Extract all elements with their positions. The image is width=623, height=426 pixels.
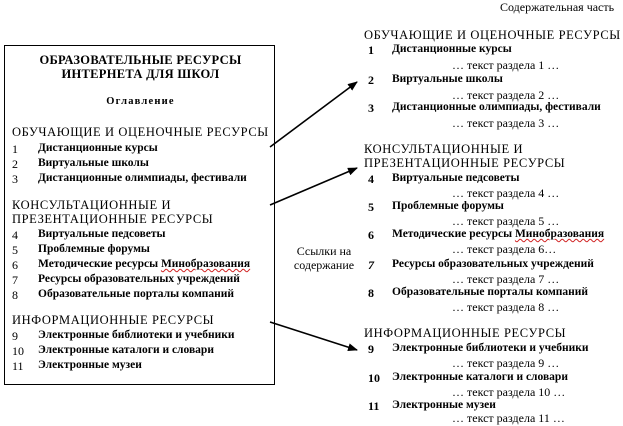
toc-title-line2: ИНТЕРНЕТА ДЛЯ ШКОЛ [61, 67, 220, 81]
content-part-label: Содержательная часть [500, 0, 615, 14]
content-item-text: … текст раздела 10 … [452, 385, 566, 399]
content-item-num: 5 [368, 200, 374, 214]
toc-title-line1: ОБРАЗОВАТЕЛЬНЫЕ РЕСУРСЫ [39, 53, 242, 67]
content-item-num: 10 [368, 371, 380, 385]
toc-item-num: 9 [12, 329, 18, 343]
toc-section-3-title: ИНФОРМАЦИОННЫЕ РЕСУРСЫ [12, 313, 215, 327]
spellcheck-marked-word: Минобразования [514, 228, 605, 240]
content-item-text: … текст раздела 11 … [452, 411, 565, 425]
toc-item-num: 3 [12, 172, 18, 186]
arrow-section-2 [270, 168, 357, 205]
content-item-label: Дистанционные курсы [392, 43, 512, 55]
links-label [284, 244, 364, 272]
content-item-num: 4 [368, 172, 374, 186]
toc-item-num: 1 [12, 142, 18, 156]
content-item-num: 3 [368, 101, 374, 115]
content-item-text: … текст раздела 7 … [452, 272, 560, 286]
label-part: Методические ресурсы [392, 228, 515, 240]
content-item-num: 9 [368, 342, 374, 356]
arrow-section-1 [270, 82, 357, 147]
toc-item-num: 6 [12, 258, 18, 272]
content-item-num: 11 [368, 399, 380, 413]
content-item-label: Образовательные порталы компаний [392, 286, 589, 298]
toc-item-num: 11 [12, 359, 24, 373]
content-item-text: … текст раздела 3 … [452, 116, 560, 130]
toc-item-label[interactable]: Дистанционные олимпиады, фестивали [38, 172, 247, 184]
toc-item-num: 8 [12, 288, 18, 302]
toc-item-num: 7 [12, 273, 18, 287]
content-item-num: 1 [368, 43, 374, 57]
toc-item-label[interactable]: Дистанционные курсы [38, 142, 158, 154]
links-label-line1: Ссылки на [296, 244, 352, 258]
content-item-text: … текст раздела 4 … [452, 186, 560, 200]
toc-item-label[interactable]: Виртуальные педсоветы [38, 228, 166, 240]
toc-section-1-title: ОБУЧАЮЩИЕ И ОЦЕНОЧНЫЕ РЕСУРСЫ [12, 125, 269, 139]
content-item-label: Проблемные форумы [392, 200, 504, 212]
toc-item-label[interactable]: Электронные музеи [38, 359, 142, 371]
content-section-2-title-line1: КОНСУЛЬТАЦИОННЫЕ И [364, 142, 524, 156]
content-item-num: 2 [368, 73, 374, 87]
content-item-label: Электронные библиотеки и учебники [392, 342, 589, 354]
toc-item-num: 10 [12, 344, 24, 358]
toc-item-label[interactable]: Ресурсы образовательных учреждений [38, 273, 240, 285]
toc-item-label[interactable]: Электронные каталоги и словари [38, 344, 214, 356]
toc-item-num: 2 [12, 157, 18, 171]
toc-item-label[interactable]: Проблемные форумы [38, 243, 150, 255]
content-item-text: … текст раздела 6… [452, 242, 557, 256]
content-item-num: 6 [368, 228, 374, 242]
content-item-text: … текст раздела 5 … [452, 214, 560, 228]
content-section-3-title: ИНФОРМАЦИОННЫЕ РЕСУРСЫ [364, 326, 567, 340]
content-item-text: … текст раздела 1 … [452, 58, 560, 72]
spellcheck-marked-word: Минобразования [160, 258, 251, 270]
arrow-section-3 [270, 322, 357, 350]
label-part: Методические ресурсы [38, 258, 161, 270]
toc-section-2-title-line1: КОНСУЛЬТАЦИОННЫЕ И [12, 198, 172, 212]
toc-item-label[interactable]: Образовательные порталы компаний [38, 288, 235, 300]
toc-item-num: 5 [12, 243, 18, 257]
content-item-label: Электронные музеи [392, 399, 496, 411]
content-item-label: Ресурсы образовательных учреждений [392, 258, 594, 270]
content-item-label: Дистанционные олимпиады, фестивали [392, 101, 601, 113]
content-item-label: Электронные каталоги и словари [392, 371, 568, 383]
content-item-label [392, 228, 604, 240]
toc-item-label[interactable]: Виртуальные школы [38, 157, 149, 169]
content-section-1-title: ОБУЧАЮЩИЕ И ОЦЕНОЧНЫЕ РЕСУРСЫ [364, 28, 621, 42]
content-item-text: … текст раздела 2 … [452, 88, 560, 102]
toc-item-num: 4 [12, 228, 18, 242]
content-item-label: Виртуальные педсоветы [392, 172, 520, 184]
content-item-label: Виртуальные школы [392, 73, 503, 85]
content-item-num: 7 [368, 258, 374, 272]
toc-section-2-title-line2: ПРЕЗЕНТАЦИОННЫЕ РЕСУРСЫ [12, 212, 214, 226]
content-item-text: … текст раздела 8 … [452, 300, 560, 314]
content-item-text: … текст раздела 9 … [452, 356, 560, 370]
toc-subtitle: Оглавление [106, 96, 175, 107]
content-section-2-title-line2: ПРЕЗЕНТАЦИОННЫЕ РЕСУРСЫ [364, 156, 566, 170]
toc-item-label[interactable]: Электронные библиотеки и учебники [38, 329, 235, 341]
links-label-line2: содержание [293, 258, 355, 272]
content-item-num: 8 [368, 286, 374, 300]
